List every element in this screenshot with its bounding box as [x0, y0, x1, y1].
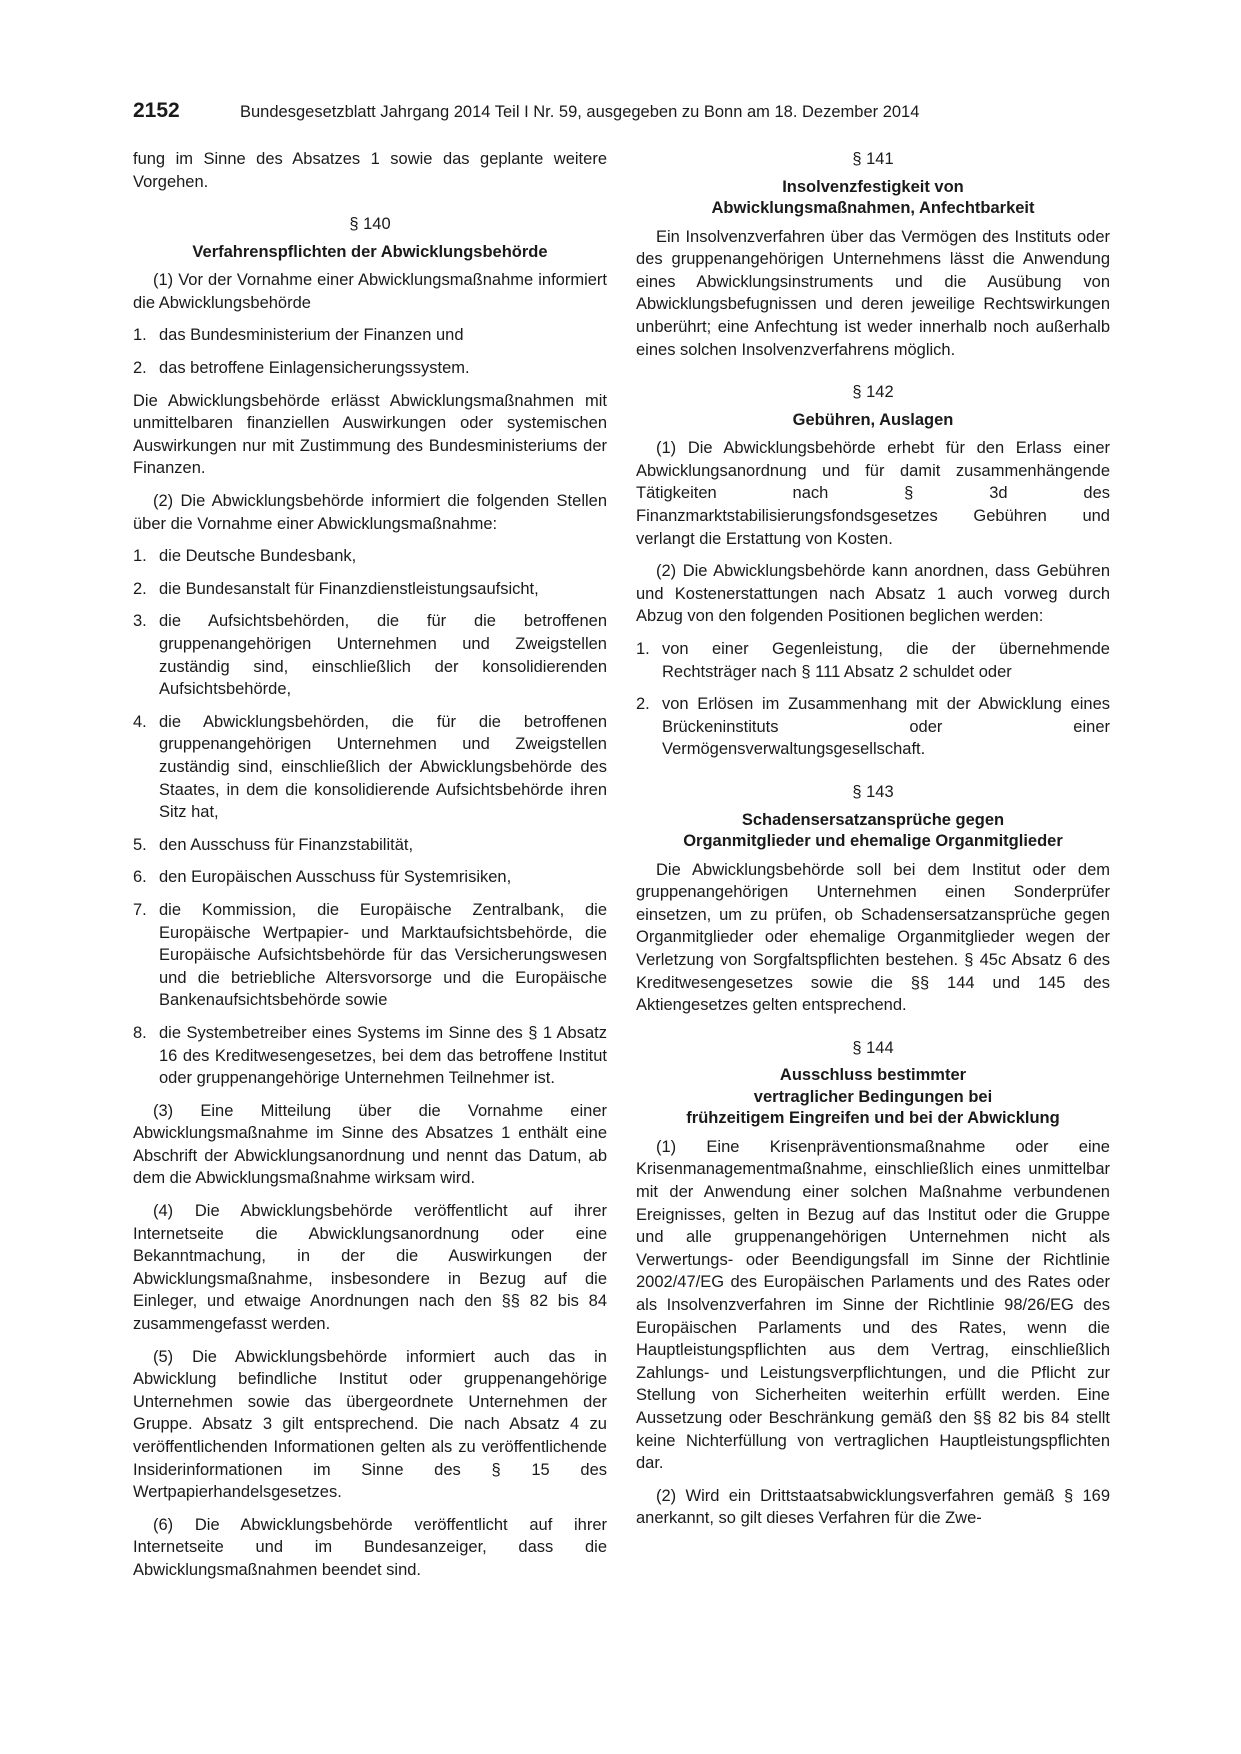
section-number-143: § 143 — [852, 782, 894, 801]
paragraph-140-1-tail: Die Abwicklungsbehörde erlässt Abwicklungsmaßnahmen mit unmittelbaren finanziellen Auswirkungen oder systemischen Auswirkungen nur mit Zustimmung des Bundesministeriums der Finanzen. — [133, 391, 607, 478]
running-head: Bundesgesetzblatt Jahrgang 2014 Teil I Nr. 59, ausgegeben zu Bonn am 18. Dezember 2014 — [240, 103, 920, 121]
section-title-line: Insolvenzfestigkeit von — [782, 177, 964, 196]
list-item-number: 3. — [133, 612, 147, 631]
paragraph-141: Ein Insolvenzverfahren über das Vermögen des Instituts oder des gruppenangehörigen Unternehmens lässt die Anwendung eines Abwicklungsinstruments und die Ausübung von Abwicklungsbefugnissen und deren jeweilige Rechtswirkungen unberührt; eine Anfechtung ist weder innerhalb noch außerhalb eines solchen Insolvenzverfahrens möglich. — [636, 227, 1110, 359]
list-item-text: die Kommission, die Europäische Zentralbank, die Europäische Wertpapier- und Marktaufsichtsbehörde, die Europäische Aufsichtsbehörde für das Versicherungswesen und die betriebliche Altersvorsorge und die Europäische Bankenaufsichtsbehörde sowie — [159, 900, 607, 1010]
list-item — [133, 578, 607, 601]
section-title-142: Gebühren, Auslagen — [792, 410, 954, 429]
list-item-number: 2. — [133, 579, 147, 598]
list-item — [133, 899, 607, 1012]
list-item-number: 7. — [133, 900, 147, 919]
paragraph-143: Die Abwicklungsbehörde soll bei dem Institut oder dem gruppenangehörigen Unternehmen einen Sonderprüfer einsetzen, um zu prüfen, ob Schadensersatzansprüche gegen Organmitglieder oder ehemalige Organmitglieder wegen der Verletzung von Sorgfaltspflichten bestehen. § 45c Absatz 6 des Kreditwesengesetzes sowie die §§ 144 und 145 des Aktiengesetzes gelten entsprechend. — [636, 860, 1110, 1015]
list-item — [133, 866, 607, 889]
list-140-1 — [133, 324, 607, 379]
page-number: 2152 — [133, 99, 180, 122]
list-item-number: 1. — [636, 640, 650, 658]
paragraph-144-1: (1) Eine Krisenpräventionsmaßnahme oder eine Krisenmanagementmaßnahme, einschließlich eines unmittelbar mit der Anwendung einer solchen Maßnahme verbundenen Ereignisses, gelten in Bezug auf das Institut oder die Gruppe und alle gruppenangehörigen Unternehmen nicht als Verwertungs- oder Beendigungsfall im Sinne der Richtlinie 2002/47/EG des Europäischen Parlaments und des Rates oder als Insolvenzverfahren im Sinne der Richtlinie 98/26/EG des Europäischen Parlaments und des Rates, wenn die Hauptleistungspflichten aus dem Vertrag, einschließlich Zahlungs- und Leistungsverpflichtungen, und die Pflicht zur Stellung von Sicherheiten weiterhin erfüllt werden. Eine Aussetzung oder Beschränkung gemäß den §§ 82 bis 84 stellt keine Nichterfüllung von vertraglichen Hauptleistungspflichten dar. — [636, 1137, 1110, 1473]
list-item — [133, 324, 607, 347]
continuation-text: fung im Sinne des Absatzes 1 sowie das geplante weitere Vorgehen. — [133, 150, 607, 191]
list-item — [133, 711, 607, 824]
section-title-line: Schadensersatzansprüche gegen — [741, 810, 1005, 829]
section-title-line: Abwicklungsmaßnahmen, Anfechtbarkeit — [711, 199, 1035, 218]
paragraph-142-1: (1) Die Abwicklungsbehörde erhebt für den Erlass einer Abwicklungsanordnung und für damit zusammenhängende Tätigkeiten nach § 3d des Finanzmarktstabilisierungsfondsgesetzes Gebühren und verlangt die Erstattung von Kosten. — [636, 439, 1110, 548]
paragraph-142-2-intro: (2) Die Abwicklungsbehörde kann anordnen, dass Gebühren und Kostenerstattungen nach Absatz 1 auch vorweg durch Abzug von den folgenden Positionen beglichen werden: — [636, 562, 1110, 626]
list-item-text: die Abwicklungsbehörden, die für die betroffenen gruppenangehörigen Unternehmen und Zweigstellen zuständig sind, einschließlich der Abwicklungsbehörde des Staates, in dem die konsolidierende Aufsichtsbehörde ihren Sitz hat, — [159, 712, 607, 822]
list-142-2 — [636, 638, 1110, 761]
paragraph-144-2: (2) Wird ein Drittstaatsabwicklungsverfahren gemäß § 169 anerkannt, so gilt dieses Verfahren für die Zwe- — [636, 1486, 1110, 1528]
section-title-line: frühzeitigem Eingreifen und bei der Abwicklung — [686, 1109, 1060, 1128]
section-number-141: § 141 — [852, 150, 894, 168]
list-item-text: den Ausschuss für Finanzstabilität, — [159, 835, 414, 854]
section-number-140: § 140 — [349, 215, 391, 234]
list-item-text: die Bundesanstalt für Finanzdienstleistungsaufsicht, — [159, 579, 539, 598]
list-item — [133, 834, 607, 857]
right-column — [636, 148, 1110, 1540]
list-item-number: 4. — [133, 712, 147, 731]
section-title-144 — [636, 1065, 1110, 1130]
list-item-text: den Europäischen Ausschuss für Systemrisiken, — [159, 868, 512, 887]
paragraph-140-4: (4) Die Abwicklungsbehörde veröffentlicht auf ihrer Internetseite die Abwicklungsanordnung oder eine Bekanntmachung, in der die Auswirkungen der Abwicklungsmaßnahme, insbesondere in Bezug auf die Einleger, und etwaige Anordnungen nach den §§ 82 bis 84 zusammengefasst werden. — [133, 1202, 607, 1334]
paragraph-140-1-intro: (1) Vor der Vornahme einer Abwicklungsmaßnahme informiert die Abwicklungsbehörde — [133, 271, 607, 312]
list-item-text: von Erlösen im Zusammenhang mit der Abwicklung eines Brückeninstituts oder einer Vermögensverwaltungsgesellschaft. — [662, 695, 1110, 759]
paragraph-140-2-intro: (2) Die Abwicklungsbehörde informiert die folgenden Stellen über die Vornahme einer Abwicklungsmaßnahme: — [133, 492, 607, 533]
list-item-number: 1. — [133, 326, 147, 345]
list-item-text: die Aufsichtsbehörden, die für die betroffenen gruppenangehörigen Unternehmen und Zweigstellen zuständig sind, einschließlich der konsolidierenden Aufsichtsbehörde, — [159, 612, 607, 699]
section-title-140: Verfahrenspflichten der Abwicklungsbehörde — [192, 242, 548, 261]
paragraph-140-3: (3) Eine Mitteilung über die Vornahme einer Abwicklungsmaßnahme im Sinne des Absatzes 1 enthält eine Abschrift der Abwicklungsanordnung und nennt das Datum, ab dem die Abwicklungsmaßnahme wirksam wird. — [133, 1101, 607, 1188]
section-title-line: vertraglicher Bedingungen bei — [753, 1087, 993, 1106]
list-item — [133, 610, 607, 700]
list-140-2 — [133, 545, 607, 1089]
section-title-141 — [636, 177, 1110, 220]
list-item — [133, 1022, 607, 1090]
page-header — [133, 98, 1108, 128]
list-item — [636, 638, 1110, 683]
section-number-144: § 144 — [852, 1038, 894, 1057]
list-item-number: 5. — [133, 835, 147, 854]
list-item-text: die Deutsche Bundesbank, — [159, 547, 357, 566]
list-item-text: von einer Gegenleistung, die der übernehmende Rechtsträger nach § 111 Absatz 2 schuldet oder — [662, 640, 1110, 681]
list-item-number: 1. — [133, 547, 147, 566]
list-item-number: 2. — [636, 695, 650, 714]
list-item — [133, 357, 607, 380]
list-item — [636, 693, 1110, 761]
section-title-line: Organmitglieder und ehemalige Organmitglieder — [683, 832, 1063, 851]
section-title-line: Ausschluss bestimmter — [779, 1066, 967, 1085]
list-item-number: 2. — [133, 359, 147, 378]
list-item-text: das Bundesministerium der Finanzen und — [159, 326, 464, 345]
list-item-number: 8. — [133, 1023, 147, 1042]
list-item — [133, 545, 607, 568]
left-column — [133, 148, 607, 1592]
paragraph-140-5: (5) Die Abwicklungsbehörde informiert auch das in Abwicklung befindliche Institut oder gruppenangehörige Unternehmen sowie das übergeordnete Unternehmen der Gruppe. Absatz 3 gilt entsprechend. Die nach Absatz 4 zu veröffentlichenden Informationen gelten als zu veröffentlichende Insiderinformationen im Sinne des § 15 des Wertpapierhandelsgesetzes. — [133, 1347, 607, 1502]
paragraph-140-6: (6) Die Abwicklungsbehörde veröffentlicht auf ihrer Internetseite und im Bundesanzeiger, dass die Abwicklungsmaßnahmen beendet sind. — [133, 1515, 607, 1579]
section-number-142: § 142 — [852, 383, 894, 402]
list-item-number: 6. — [133, 868, 147, 887]
list-item-text: die Systembetreiber eines Systems im Sinne des § 1 Absatz 16 des Kreditwesengesetzes, bei dem das betroffene Institut oder gruppenangehörige Unternehmen Teilnehmer ist. — [159, 1023, 607, 1088]
list-item-text: das betroffene Einlagensicherungssystem. — [159, 359, 470, 378]
section-title-143 — [636, 810, 1110, 853]
